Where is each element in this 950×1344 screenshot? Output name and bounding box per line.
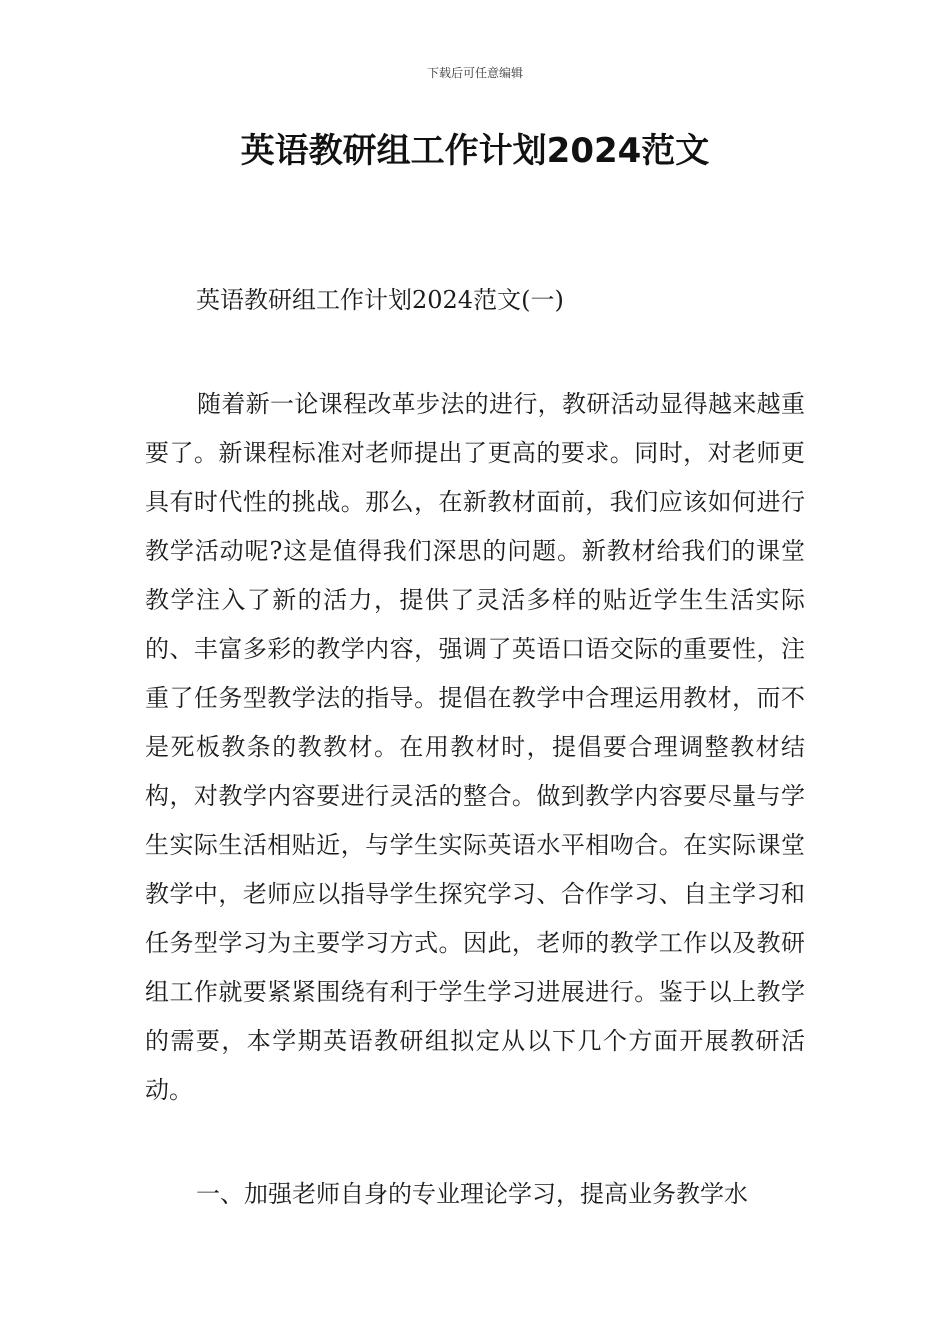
header-note: 下载后可任意编辑 (426, 66, 523, 80)
document-title: 英语教研组工作计划2024范文 (240, 131, 710, 171)
subsection-heading: 一、加强老师自身的专业理论学习，提高业务教学水 (196, 1180, 748, 1208)
section-heading: 英语教研组工作计划2024范文(一) (196, 286, 564, 314)
body-paragraph: 随着新一论课程改革步法的进行，教研活动显得越来越重要了。新课程标准对老师提出了更高的要求。同时，对老师更具有时代性的挑战。那么，在新教材面前，我们应该如何进行教学活动呢?这是值得我们深思的问题。新教材给我们的课堂教学注入了新的活力，提供了灵活多样的贴近学生生活实际的、丰富多彩的教学内容，强调了英语口语交际的重要性，注重了任务型教学法的指导。提倡在教学中合理运用教材，而不是死板教条的教教材。在用教材时，提倡要合理调整教材结构，对教学内容要进行灵活的整合。做到教学内容要尽量与学生实际生活相贴近，与学生实际英语水平相吻合。在实际课堂教学中，老师应以指导学生探究学习、合作学习、自主学习和任务型学习为主要学习方式。因此，老师的教学工作以及教研组工作就要紧紧围绕有利于学生学习进展进行。鉴于以上教学的需要，本学期英语教研组拟定从以下几个方面开展教研活动。 (145, 390, 805, 1104)
